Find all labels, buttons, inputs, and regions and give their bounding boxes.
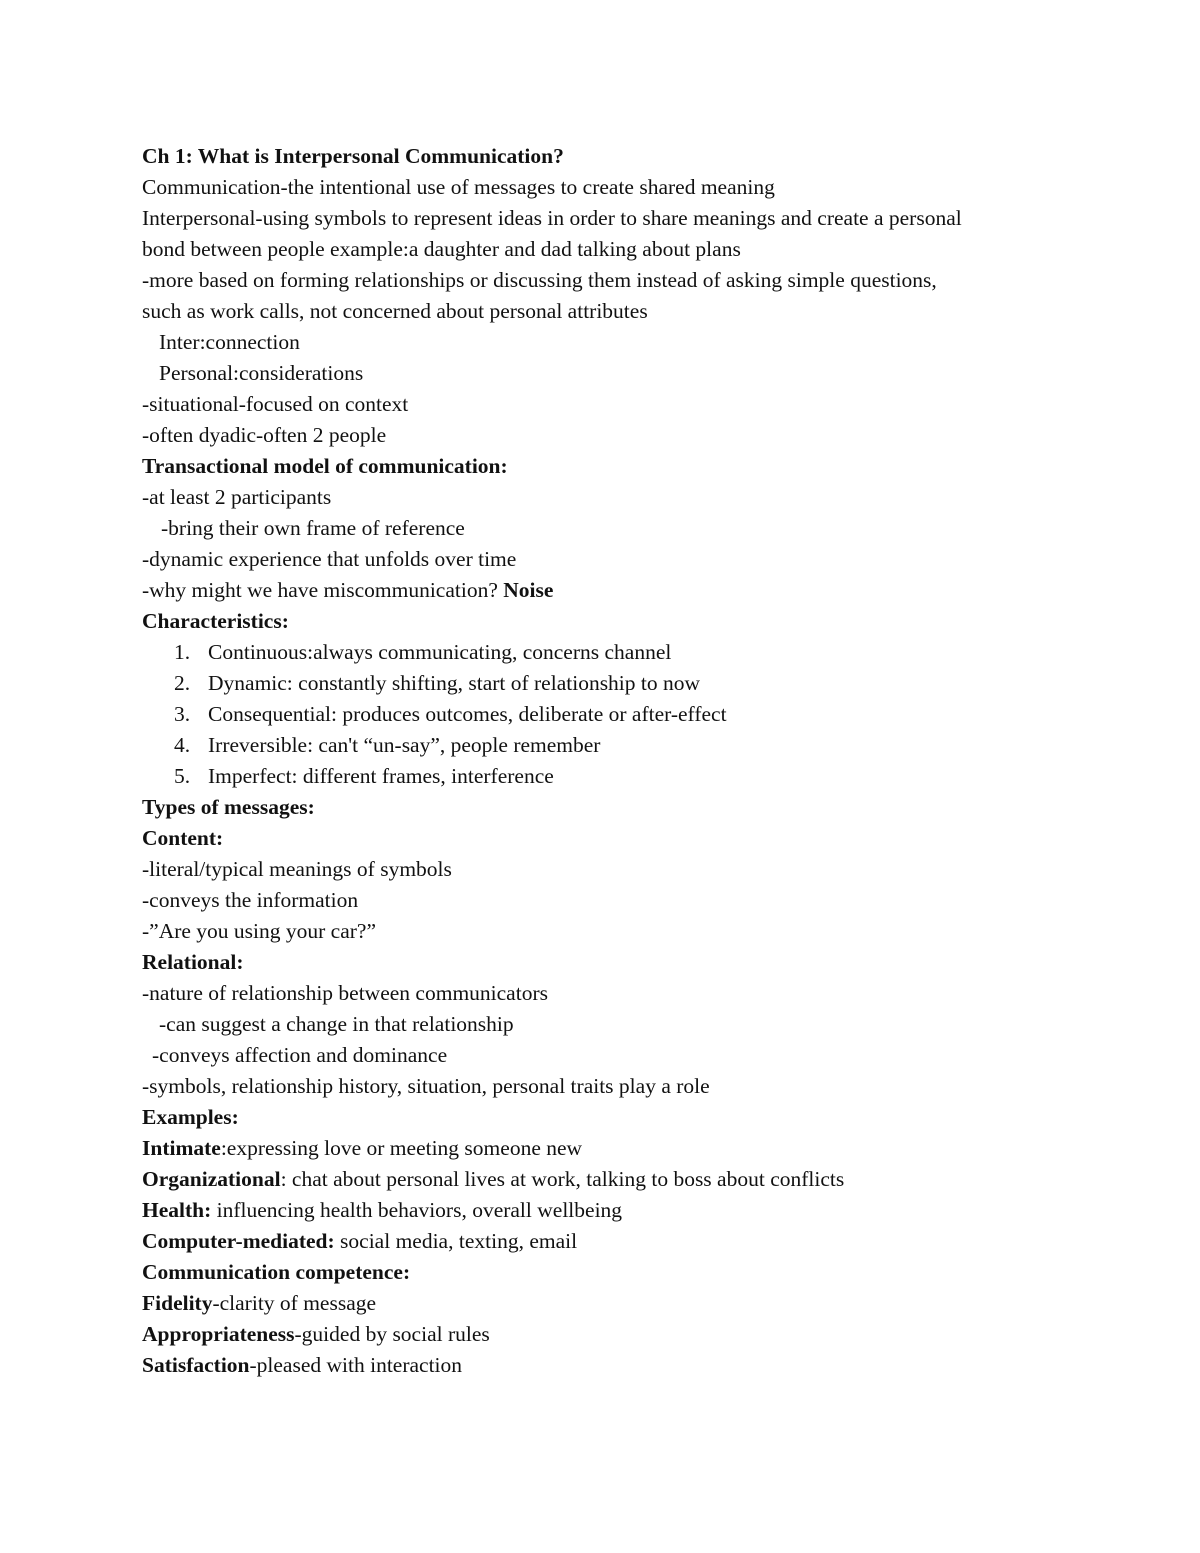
- document-body: [142, 141, 1082, 1381]
- example-computer-mediated: [142, 1226, 1082, 1257]
- note-symbols-role: -symbols, relationship history, situation, personal traits play a role: [142, 1074, 710, 1098]
- note-affection-dominance: -conveys affection and dominance: [152, 1043, 448, 1067]
- example-term: Health:: [142, 1198, 212, 1222]
- note-literal-meanings: -literal/typical meanings of symbols: [142, 857, 452, 881]
- list-item: [142, 730, 1082, 761]
- example-text: :expressing love or meeting someone new: [220, 1136, 583, 1160]
- heading-characteristics: Characteristics:: [142, 609, 289, 633]
- heading-types-of-messages: Types of messages:: [142, 795, 315, 819]
- list-text: Consequential: produces outcomes, deliberate or after-effect: [208, 702, 727, 726]
- competence-term: Satisfaction: [142, 1353, 250, 1377]
- definition-communication: Communication-the intentional use of messages to create shared meaning: [142, 175, 775, 199]
- note-miscommunication: [142, 575, 1082, 606]
- competence-appropriateness: [142, 1319, 1082, 1350]
- competence-fidelity: [142, 1288, 1082, 1319]
- example-term: Computer-mediated:: [142, 1229, 335, 1253]
- definition-interpersonal-line2: bond between people example:a daughter and dad talking about plans: [142, 237, 741, 261]
- list-number: 2.: [174, 671, 191, 695]
- note-participants: -at least 2 participants: [142, 485, 332, 509]
- list-text: Irreversible: can't “un-say”, people remember: [208, 733, 601, 757]
- list-number: 5.: [174, 764, 191, 788]
- list-text: Dynamic: constantly shifting, start of relationship to now: [208, 671, 701, 695]
- competence-text: -guided by social rules: [294, 1322, 490, 1346]
- list-item: [142, 637, 1082, 668]
- example-intimate: [142, 1133, 1082, 1164]
- miscommunication-question: -why might we have miscommunication?: [142, 578, 504, 602]
- example-text: social media, texting, email: [334, 1229, 578, 1253]
- heading-examples: Examples:: [142, 1105, 239, 1129]
- competence-text: -clarity of message: [212, 1291, 377, 1315]
- heading-communication-competence: Communication competence:: [142, 1260, 411, 1284]
- note-inter: Inter:connection: [159, 330, 300, 354]
- example-text: : chat about personal lives at work, talking to boss about conflicts: [280, 1167, 845, 1191]
- noise-term: Noise: [503, 578, 554, 602]
- list-text: Imperfect: different frames, interference: [208, 764, 554, 788]
- competence-satisfaction: [142, 1350, 1082, 1381]
- note-relationships-line2: such as work calls, not concerned about personal attributes: [142, 299, 648, 323]
- list-item: [142, 668, 1082, 699]
- note-car-example: -”Are you using your car?”: [142, 919, 377, 943]
- list-item: [142, 761, 1082, 792]
- list-number: 3.: [174, 702, 191, 726]
- example-health: [142, 1195, 1082, 1226]
- list-number: 4.: [174, 733, 191, 757]
- chapter-title: Ch 1: What is Interpersonal Communication?: [142, 144, 564, 168]
- example-organizational: [142, 1164, 1082, 1195]
- competence-term: Fidelity: [142, 1291, 213, 1315]
- note-relationships-line1: -more based on forming relationships or discussing them instead of asking simple questions,: [142, 268, 937, 292]
- definition-interpersonal-line1: Interpersonal-using symbols to represent ideas in order to share meanings and create a personal: [142, 206, 962, 230]
- example-text: influencing health behaviors, overall wellbeing: [211, 1198, 623, 1222]
- note-frame-of-reference: -bring their own frame of reference: [161, 516, 465, 540]
- example-term: Organizational: [142, 1167, 281, 1191]
- heading-content: Content:: [142, 826, 224, 850]
- competence-term: Appropriateness: [142, 1322, 295, 1346]
- note-dyadic: -often dyadic-often 2 people: [142, 423, 387, 447]
- example-term: Intimate: [142, 1136, 221, 1160]
- note-conveys-information: -conveys the information: [142, 888, 359, 912]
- list-text: Continuous:always communicating, concerns channel: [208, 640, 672, 664]
- note-personal: Personal:considerations: [159, 361, 364, 385]
- list-item: [142, 699, 1082, 730]
- note-situational: -situational-focused on context: [142, 392, 409, 416]
- note-dynamic-experience: -dynamic experience that unfolds over time: [142, 547, 517, 571]
- heading-transactional-model: Transactional model of communication:: [142, 454, 508, 478]
- note-suggest-change: -can suggest a change in that relationship: [159, 1012, 514, 1036]
- note-nature-of-relationship: -nature of relationship between communicators: [142, 981, 548, 1005]
- competence-text: -pleased with interaction: [249, 1353, 463, 1377]
- heading-relational: Relational:: [142, 950, 244, 974]
- list-number: 1.: [174, 640, 191, 664]
